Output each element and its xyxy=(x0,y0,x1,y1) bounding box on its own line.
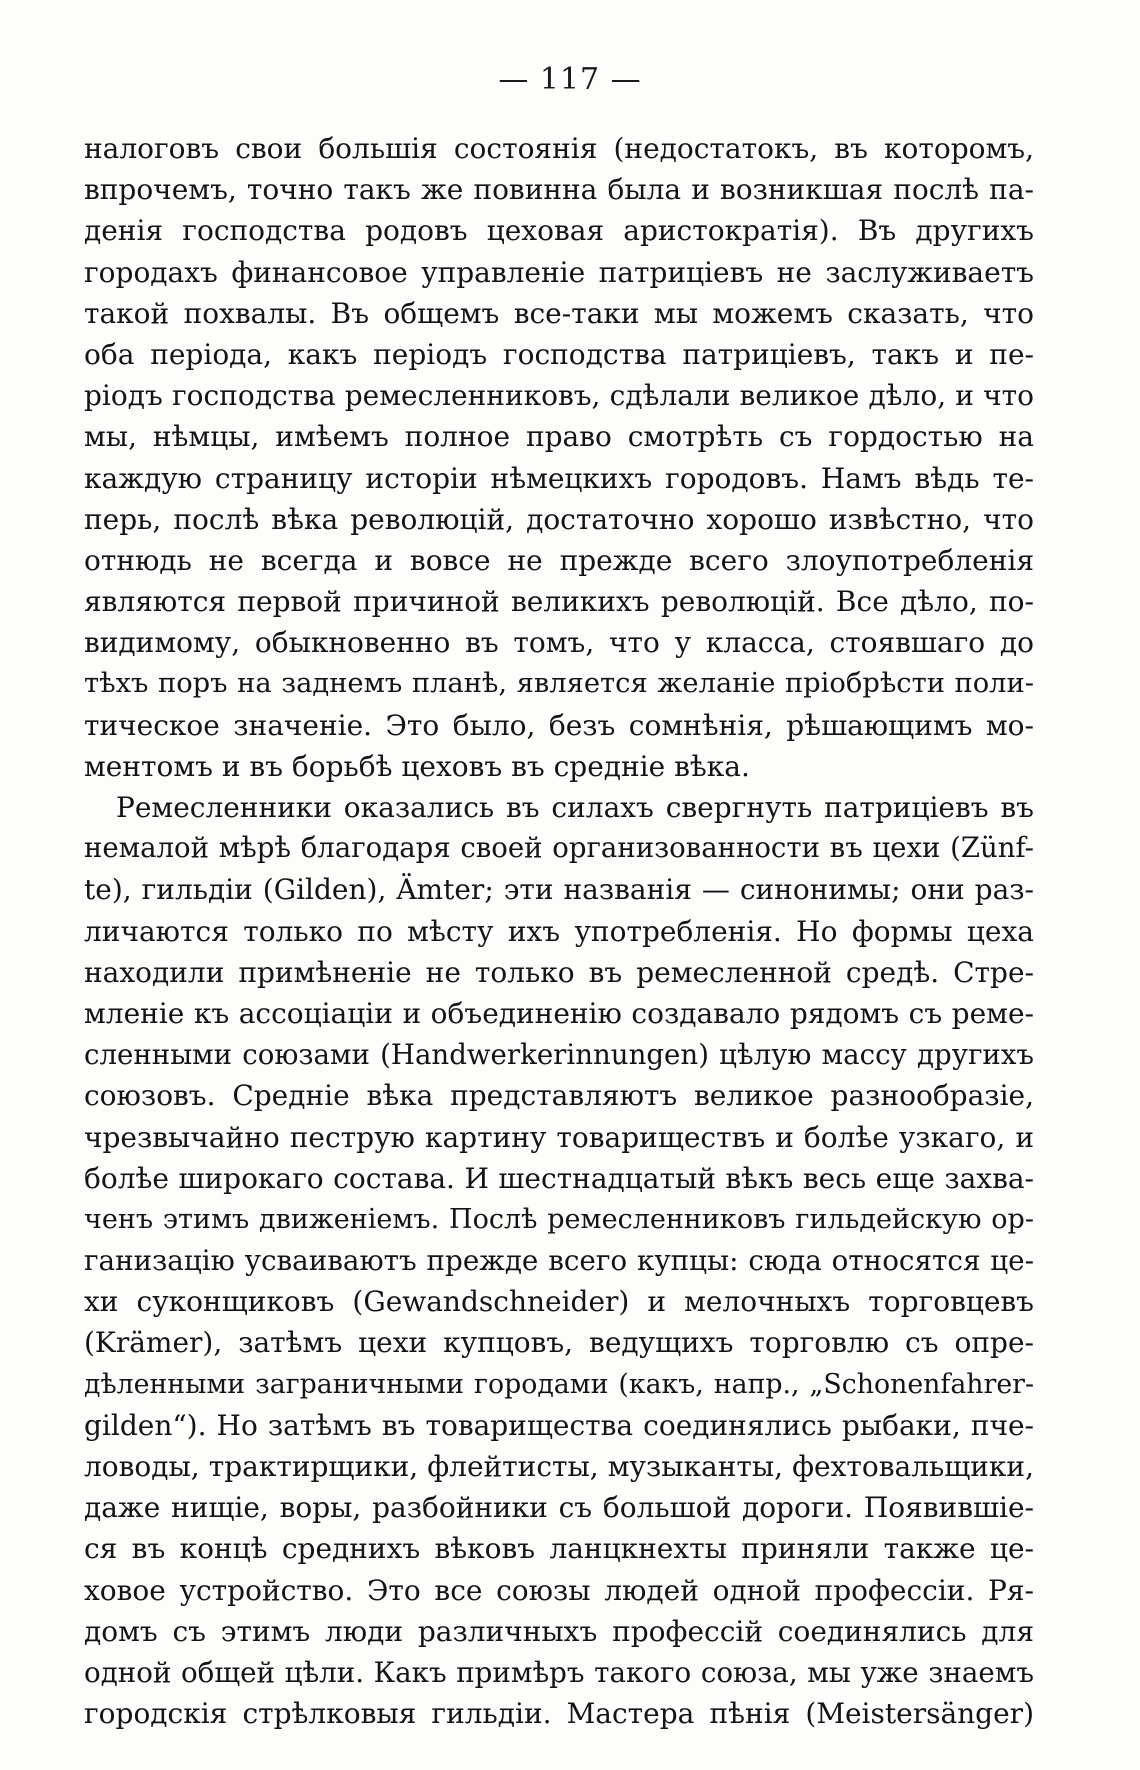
text-line: te), гильдіи (Gilden), Ämter; эти названія — синонимы; они раз- xyxy=(84,873,1034,907)
text-line: впрочемъ, точно такъ же повинна была и возникшая послѣ па- xyxy=(84,173,1034,207)
text-line: ловоды, трактирщики, флейтисты, музыканты, фехтовальщики, xyxy=(84,1450,1034,1483)
text-line: болѣе широкаго состава. И шестнадцатый вѣкъ весь еще захва- xyxy=(84,1161,1034,1195)
text-line: gilden“). Но затѣмъ въ товарищества соединялись рыбаки, пче- xyxy=(84,1408,1034,1442)
text-line: дѣленными заграничными городами (какъ, напр., „Schonenfahrer- xyxy=(84,1368,1034,1400)
text-line: домъ съ этимъ люди различныхъ профессій соединялись для xyxy=(84,1614,1034,1648)
text-line: налоговъ свои большія состоянія (недостатокъ, въ которомъ, xyxy=(84,132,1034,165)
text-line: Ремесленники оказались въ силахъ свергнуть патриціевъ въ xyxy=(116,791,1034,824)
text-line: каждую страницу исторіи нѣмецкихъ городовъ. Намъ вѣдь те- xyxy=(84,461,1034,495)
text-line: тѣхъ поръ на заднемъ планѣ, является желаніе пріобрѣсти поли- xyxy=(84,668,1034,700)
text-line: союзовъ. Средніе вѣка представляютъ великое разнообразіе, xyxy=(84,1079,1034,1113)
text-line: являются первой причиной великихъ революцій. Все дѣло, по- xyxy=(84,585,1034,619)
text-line: немалой мѣрѣ благодаря своей организованности въ цехи (Zünf- xyxy=(84,832,1034,865)
text-line: перь, послѣ вѣка революцій, достаточно хорошо извѣстно, что xyxy=(84,502,1034,536)
text-line: мы, нѣмцы, имѣемъ полное право смотрѣть съ гордостью на xyxy=(84,420,1034,454)
body-text xyxy=(84,128,1034,1734)
text-line: личаются только по мѣсту ихъ употребленія. Но формы цеха xyxy=(84,914,1034,948)
text-line: мленіе къ ассоціаціи и объединенію создавало рядомъ съ реме- xyxy=(84,996,1034,1030)
text-line: такой похвалы. Въ общемъ все-таки мы можемъ сказать, что xyxy=(84,296,1034,330)
text-line: чрезвычайно пеструю картину товариществъ и болѣе узкаго, и xyxy=(84,1120,1034,1154)
text-line: видимому, обыкновенно въ томъ, что у класса, стоявшаго до xyxy=(84,626,1034,660)
text-line: находили примѣненіе не только въ ремесленной средѣ. Стре- xyxy=(84,955,1034,989)
text-line: (Krämer), затѣмъ цехи купцовъ, ведущихъ торговлю съ опре- xyxy=(84,1326,1034,1360)
text-line: денія господства родовъ цеховая аристократія). Въ другихъ xyxy=(84,214,1034,248)
text-line: тическое значеніе. Это было, безъ сомнѣнія, рѣшающимъ мо- xyxy=(84,708,1034,742)
text-line: одной общей цѣли. Какъ примѣръ такого союза, мы уже знаемъ xyxy=(84,1655,1034,1689)
text-line: отнюдь не всегда и вовсе не прежде всего злоупотребленія xyxy=(84,543,1034,577)
page-number: — 117 — xyxy=(498,62,642,97)
text-line: городахъ финансовое управленіе патриціевъ не заслуживаетъ xyxy=(84,255,1034,289)
text-line: ментомъ и въ борьбѣ цеховъ въ средніе вѣка. xyxy=(84,749,750,783)
text-line: сленными союзами (Handwerkerinnungen) цѣлую массу другихъ xyxy=(84,1038,1034,1072)
text-line: оба періода, какъ періодъ господства патриціевъ, такъ и пе- xyxy=(84,337,1034,371)
text-line: городскія стрѣлковыя гильдіи. Мастера пѣнія (Meistersänger) xyxy=(84,1697,1034,1731)
text-line: даже нищіе, воры, разбойники съ большой дороги. Появившіе- xyxy=(84,1491,1034,1525)
text-line: хи суконщиковъ (Gewandschneider) и мелочныхъ торговцевъ xyxy=(84,1285,1034,1319)
text-line: ся въ концѣ среднихъ вѣковъ ланцкнехты приняли также це- xyxy=(84,1532,1034,1566)
text-line: ченъ этимъ движеніемъ. Послѣ ремесленниковъ гильдейскую ор- xyxy=(84,1203,1034,1235)
text-line: ховое устройство. Это все союзы людей одной профессіи. Ря- xyxy=(84,1573,1034,1607)
text-line: ріодъ господства ремесленниковъ, сдѣлали великое дѣло, и что xyxy=(84,379,1034,413)
text-line: ганизацію усваиваютъ прежде всего купцы: сюда относятся це- xyxy=(84,1244,1034,1278)
